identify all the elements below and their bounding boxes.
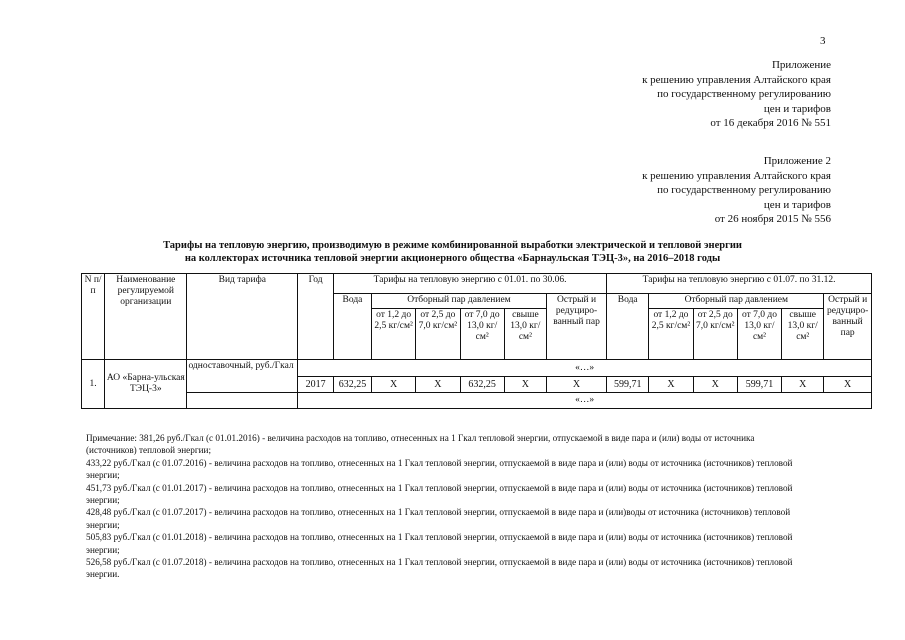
- header-steam-1: Отборный пар давлением: [371, 294, 546, 309]
- row-tariff-type: одноставочный, руб./Гкал: [187, 360, 298, 393]
- note-item: 428,48 руб./Гкал (с 01.07.2017) - величина расходов на топливо, отнесенных на 1 Гкал тепловой энергии, отпускаемой в виде пара и (или)воды от источника (источников) тепловой энергии;: [86, 507, 791, 530]
- note-item: 526,58 руб./Гкал (с 01.07.2018) - величина расходов на топливо, отнесенных на 1 Гкал тепловой энергии, отпускаемой в виде пара и (или) воды от источника (источников) тепловой энергии.: [86, 557, 793, 580]
- title-line-2: на коллекторах источника тепловой энергии акционерного общества «Барнаульская ТЭЦ-3», на 2016–2018 годы: [184, 253, 721, 264]
- cell-value: Х: [824, 377, 872, 393]
- title-line-1: Тарифы на тепловую энергию, производимую в режиме комбинированной выработки электрической и тепловой энергии: [163, 240, 742, 251]
- row-tariff-spacer: [187, 393, 298, 409]
- note-item: 505,83 руб./Гкал (с 01.01.2018) - величина расходов на топливо, отнесенных на 1 Гкал тепловой энергии, отпускаемой в виде пара и (или) воды от источника (источников) тепловой энергии;: [86, 532, 793, 555]
- note-item: Примечание: 381,26 руб./Гкал (с 01.01.2016) - величина расходов на топливо, отнесенных на 1 Гкал тепловой энергии, отпускаемой в виде пара и (или) воды от источника (источников) тепловой энергии;: [86, 433, 755, 456]
- cell-value: 632,25: [460, 377, 504, 393]
- header-pressure-2: от 2,5 до 7,0 кг/см²: [693, 309, 737, 360]
- header-sharp-steam-1: Острый и редуциро-ванный пар: [546, 294, 606, 360]
- header-tariff-type: Вид тарифа: [187, 274, 298, 360]
- header-pressure-3: от 7,0 до 13,0 кг/см²: [737, 309, 781, 360]
- header-sharp-steam-2: Острый и редуциро-ванный пар: [824, 294, 872, 360]
- header-pressure-1: от 1,2 до 2,5 кг/см²: [371, 309, 415, 360]
- header-pressure-3: от 7,0 до 13,0 кг/см²: [460, 309, 504, 360]
- header-pressure-1: от 1,2 до 2,5 кг/см²: [649, 309, 693, 360]
- header-org: Наименование регулируемой организации: [105, 274, 187, 360]
- row-org: АО «Барна-ульская ТЭЦ-3»: [105, 360, 187, 409]
- appendix-line: к решению управления Алтайского края: [642, 73, 831, 86]
- cell-value: Х: [649, 377, 693, 393]
- cell-value: Х: [546, 377, 606, 393]
- header-pressure-4: свыше 13,0 кг/см²: [504, 309, 546, 360]
- cell-value: 632,25: [334, 377, 372, 393]
- appendix-line: Приложение 2: [763, 155, 831, 167]
- notes: [86, 432, 802, 581]
- appendix-block-2: [642, 154, 831, 227]
- cell-value: Х: [416, 377, 460, 393]
- cell-value: Х: [504, 377, 546, 393]
- page-number: 3: [820, 35, 826, 47]
- tariff-table: [81, 273, 872, 409]
- header-pressure-4: свыше 13,0 кг/см²: [782, 309, 824, 360]
- appendix-line: Приложение: [771, 59, 831, 71]
- header-water-2: Вода: [607, 294, 649, 360]
- appendix-line: к решению управления Алтайского края: [642, 169, 831, 182]
- note-item: 433,22 руб./Гкал (с 01.07.2016) - величина расходов на топливо, отнесенных на 1 Гкал тепловой энергии, отпускаемой в виде пара и (или) воды от источника (источников) тепловой энергии;: [86, 457, 793, 481]
- appendix-line: по государственному регулированию: [657, 184, 831, 196]
- header-num: N п/п: [82, 274, 105, 360]
- header-pressure-2: от 2,5 до 7,0 кг/см²: [416, 309, 460, 360]
- row-ellipsis-bottom: «…»: [298, 393, 872, 409]
- header-year: Год: [298, 274, 334, 360]
- note-item: 451,73 руб./Гкал (с 01.01.2017) - величина расходов на топливо, отнесенных на 1 Гкал тепловой энергии, отпускаемой в виде пара и (или) воды от источника (источников) тепловой энергии;: [86, 482, 793, 506]
- appendix-line: цен и тарифов: [763, 102, 831, 115]
- cell-value: Х: [782, 377, 824, 393]
- row-num: 1.: [82, 360, 105, 409]
- appendix-line: от 16 декабря 2016 № 551: [710, 117, 831, 129]
- appendix-line: цен и тарифов: [763, 198, 831, 211]
- header-period-1: Тарифы на тепловую энергию с 01.01. по 30.06.: [334, 274, 607, 294]
- cell-value: Х: [693, 377, 737, 393]
- appendix-line: от 26 ноября 2015 № 556: [714, 213, 831, 225]
- header-period-2: Тарифы на тепловую энергию с 01.07. по 31.12.: [607, 274, 872, 294]
- cell-value: Х: [371, 377, 415, 393]
- header-steam-2: Отборный пар давлением: [649, 294, 824, 309]
- row-year: 2017: [298, 377, 334, 393]
- header-water-1: Вода: [334, 294, 372, 360]
- document-title: [0, 239, 905, 265]
- row-ellipsis-top: «…»: [298, 360, 872, 377]
- cell-value: 599,71: [607, 377, 649, 393]
- appendix-line: по государственному регулированию: [657, 88, 831, 100]
- appendix-block-1: [642, 58, 831, 131]
- cell-value: 599,71: [737, 377, 781, 393]
